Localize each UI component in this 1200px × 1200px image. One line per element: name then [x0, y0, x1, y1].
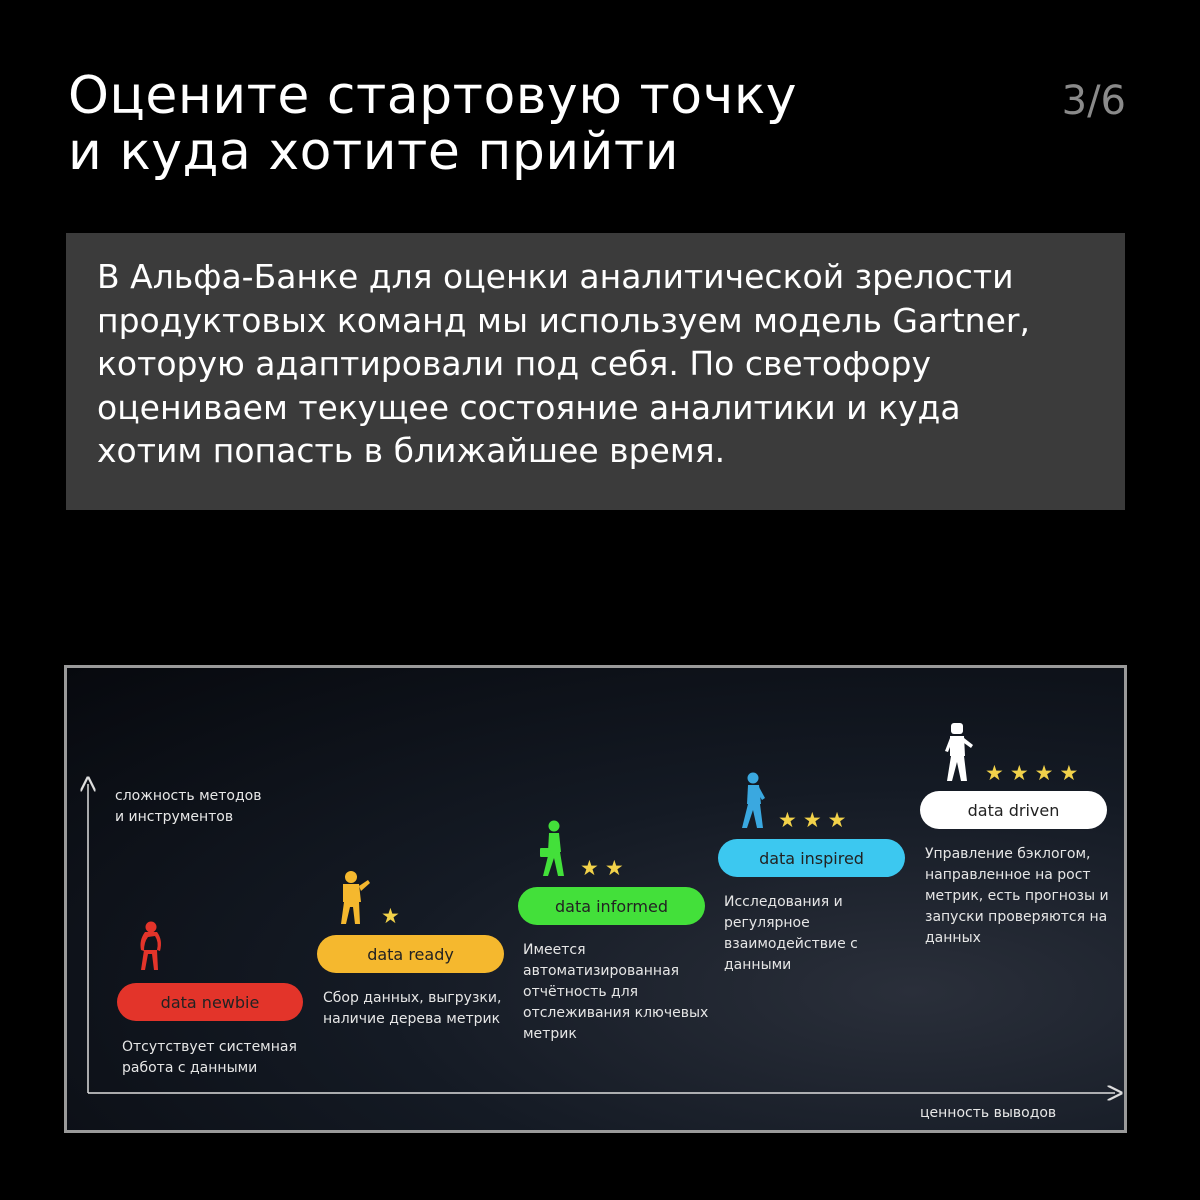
- level-description: [323, 988, 501, 1030]
- description-line: регулярное: [724, 915, 810, 931]
- description-line: отслеживания ключевых: [523, 1005, 709, 1021]
- y-axis-label: [115, 786, 262, 828]
- page-title: [68, 68, 968, 180]
- level-description: [925, 844, 1109, 949]
- description-line: Имеется: [523, 942, 586, 958]
- description-line: метрик: [523, 1026, 577, 1042]
- robot-icon: [942, 723, 974, 783]
- description-line: отчётность для: [523, 984, 639, 1000]
- maturity-diagram: [64, 665, 1127, 1133]
- description-line: данных: [925, 930, 981, 946]
- description-line: наличие дерева метрик: [323, 1011, 501, 1027]
- level-pill-data-ready: data ready: [317, 935, 504, 973]
- intro-box: [66, 233, 1125, 510]
- walking-man-icon: [740, 772, 768, 830]
- level-pill-data-informed: data informed: [518, 887, 705, 925]
- description-line: Управление бэклогом,: [925, 846, 1091, 862]
- title-line: Оцените стартовую точку: [68, 66, 798, 126]
- description-line: работа с данными: [122, 1060, 258, 1076]
- description-line: Исследования и: [724, 894, 843, 910]
- title-line: и куда хотите прийти: [68, 122, 680, 182]
- description-line: автоматизированная: [523, 963, 680, 979]
- page-counter: 3/6: [1061, 78, 1126, 124]
- intro-line: хотим попасть в ближайшее время.: [97, 431, 726, 470]
- description-line: взаимодействие с: [724, 936, 858, 952]
- level-pill-data-inspired: data inspired: [718, 839, 905, 877]
- level-description: [724, 892, 858, 976]
- description-line: Отсутствует системная: [122, 1039, 297, 1055]
- intro-line: В Альфа-Банке для оценки аналитической зрелости: [97, 257, 1014, 296]
- level-stars: ★★★: [778, 808, 853, 832]
- caveman-icon: [337, 870, 371, 926]
- y-axis-label-line: сложность методов: [115, 788, 262, 804]
- description-line: данными: [724, 957, 792, 973]
- intro-line: продуктовых команд мы используем модель Gartner,: [97, 300, 1030, 340]
- intro-line: которую адаптировали под себя. По светофору: [97, 344, 932, 383]
- level-description: [523, 940, 708, 1045]
- description-line: метрик, есть прогнозы и: [925, 888, 1109, 904]
- intro-text: [97, 255, 1095, 473]
- intro-line: оцениваем текущее состояние аналитики и куда: [97, 387, 961, 427]
- description-line: направленное на рост: [925, 867, 1091, 883]
- level-pill-data-newbie: data newbie: [117, 983, 303, 1021]
- level-pill-data-driven: data driven: [920, 791, 1107, 829]
- level-description: [122, 1037, 297, 1079]
- ape-icon: [135, 920, 165, 972]
- x-axis-label: ценность выводов: [920, 1105, 1057, 1121]
- walking-man-with-briefcase-icon: [539, 820, 569, 878]
- level-stars: ★★: [580, 856, 630, 880]
- level-stars: ★★★★: [985, 761, 1085, 785]
- y-axis-label-line: и инструментов: [115, 809, 234, 825]
- description-line: запуски проверяются на: [925, 909, 1108, 925]
- description-line: Сбор данных, выгрузки,: [323, 990, 502, 1006]
- level-stars: ★: [381, 904, 406, 928]
